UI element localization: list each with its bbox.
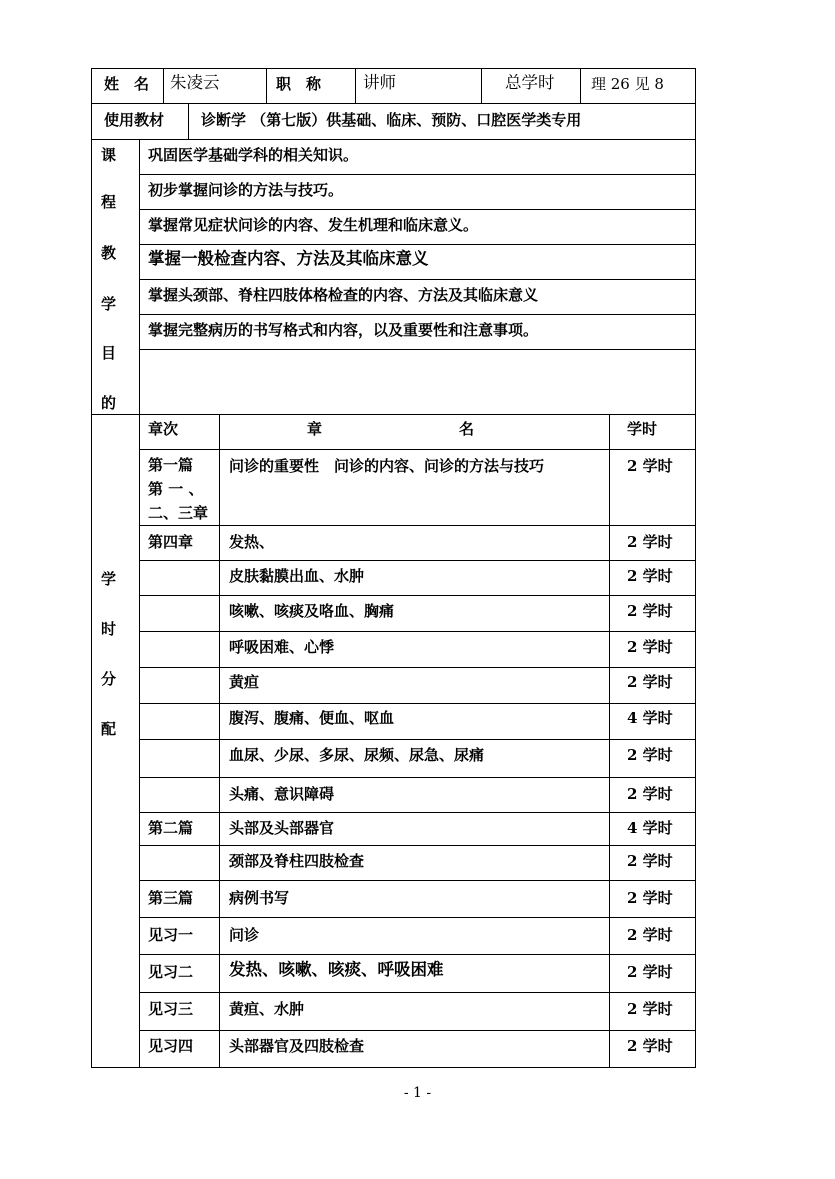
schedule-side-label: 时 — [101, 620, 117, 638]
schedule-chapter: 见习二 — [148, 963, 194, 981]
schedule-chapter: 第四章 — [148, 533, 194, 551]
title-value: 讲师 — [363, 73, 396, 92]
schedule-name: 头部器官及四肢检查 — [229, 1037, 365, 1055]
schedule-name: 颈部及脊柱四肢检查 — [229, 852, 365, 870]
divider — [481, 68, 482, 104]
row-line — [139, 739, 696, 740]
objectives-side-label: 目 — [101, 344, 117, 362]
divider — [609, 415, 610, 1068]
objective-item: 掌握常见症状问诊的内容、发生机理和临床意义。 — [148, 216, 479, 234]
row-line — [139, 992, 696, 993]
col-name-header: 章 — [307, 420, 323, 438]
schedule-chapter: 第一篇 第 一 、二、三章 — [148, 456, 209, 522]
schedule-hours: 2 学时 — [627, 852, 673, 870]
objectives-side-label: 学 — [101, 295, 117, 313]
schedule-chapter: 见习一 — [148, 926, 194, 944]
schedule-name: 问诊的重要性 问诊的内容、问诊的方法与技巧 — [229, 457, 545, 475]
title-label: 职 称 — [276, 75, 322, 93]
page-number: - 1 - — [403, 1085, 432, 1101]
schedule-hours: 2 学时 — [627, 963, 673, 981]
schedule-hours: 2 学时 — [627, 926, 673, 944]
schedule-name: 咳嗽、咳痰及咯血、胸痛 — [229, 602, 395, 620]
row-line — [139, 449, 696, 450]
schedule-side-label: 学 — [101, 570, 117, 588]
schedule-side-label: 配 — [101, 720, 117, 738]
schedule-chapter: 见习三 — [148, 1000, 194, 1018]
schedule-name: 呼吸困难、心悸 — [229, 638, 335, 656]
objective-item: 掌握完整病历的书写格式和内容，以及重要性和注意事项。 — [148, 321, 539, 339]
col-chapter-header: 章次 — [148, 420, 179, 438]
row-line — [139, 880, 696, 881]
col-hours-header: 学时 — [627, 420, 658, 438]
schedule-name: 头部及头部器官 — [229, 819, 335, 837]
name-label: 姓 名 — [104, 75, 150, 93]
schedule-chapter: 见习四 — [148, 1037, 194, 1055]
row-line — [139, 595, 696, 596]
row-line — [139, 777, 696, 778]
objectives-side-label: 教 — [101, 244, 117, 262]
divider — [355, 68, 356, 104]
schedule-hours: 2 学时 — [627, 533, 673, 551]
row-line — [139, 954, 696, 955]
divider — [163, 68, 164, 104]
objective-item: 掌握头颈部、脊柱四肢体格检查的内容、方法及其临床意义 — [148, 286, 539, 304]
objective-item: 初步掌握问诊的方法与技巧。 — [148, 181, 344, 199]
schedule-hours: 2 学时 — [627, 638, 673, 656]
schedule-name: 发热、咳嗽、咳痰、呼吸困难 — [229, 960, 444, 979]
total-hours-value: 理 26 见 8 — [591, 75, 664, 93]
divider — [139, 415, 140, 1068]
row-line — [139, 812, 696, 813]
textbook-label: 使用教材 — [104, 111, 165, 129]
schedule-name: 腹泻、腹痛、便血、呕血 — [229, 709, 395, 727]
divider — [266, 68, 267, 104]
divider — [580, 68, 581, 104]
row-line — [139, 1030, 696, 1031]
schedule-name: 血尿、少尿、多尿、尿频、尿急、尿痛 — [229, 746, 485, 764]
row-line — [139, 845, 696, 846]
schedule-hours: 2 学时 — [627, 457, 673, 475]
schedule-name: 病例书写 — [229, 889, 290, 907]
schedule-name: 头痛、意识障碍 — [229, 785, 335, 803]
row-line — [139, 560, 696, 561]
col-name-header: 名 — [459, 420, 475, 438]
schedule-hours: 2 学时 — [627, 889, 673, 907]
total-hours-label: 总学时 — [505, 73, 555, 92]
schedule-name: 皮肤黏膜出血、水肿 — [229, 567, 365, 585]
schedule-chapter: 第三篇 — [148, 889, 194, 907]
schedule-name: 黄疸、水肿 — [229, 1000, 305, 1018]
schedule-hours: 2 学时 — [627, 1037, 673, 1055]
objectives-side-label: 课 — [101, 146, 117, 164]
schedule-name: 发热、 — [229, 533, 275, 551]
row-line — [139, 917, 696, 918]
schedule-side-label: 分 — [101, 670, 117, 688]
row-line — [139, 525, 696, 526]
row-line — [139, 667, 696, 668]
schedule-chapter: 第二篇 — [148, 819, 194, 837]
schedule-hours: 2 学时 — [627, 602, 673, 620]
schedule-hours: 2 学时 — [627, 567, 673, 585]
schedule-hours: 4 学时 — [627, 819, 673, 837]
row-line — [139, 703, 696, 704]
schedule-hours: 2 学时 — [627, 746, 673, 764]
row-line — [139, 631, 696, 632]
objective-item: 巩固医学基础学科的相关知识。 — [148, 146, 359, 164]
objectives-side-label: 程 — [101, 193, 117, 211]
name-value: 朱凌云 — [170, 73, 220, 92]
textbook-value: 诊断学 （第七版）供基础、临床、预防、口腔医学类专用 — [201, 111, 582, 129]
schedule-name: 黄疸 — [229, 673, 260, 691]
schedule-name: 问诊 — [229, 926, 260, 944]
objective-item: 掌握一般检查内容、方法及其临床意义 — [148, 249, 429, 268]
divider — [219, 415, 220, 1068]
schedule-hours: 2 学时 — [627, 1000, 673, 1018]
schedule-hours: 4 学时 — [627, 709, 673, 727]
objectives-side-label: 的 — [101, 394, 117, 412]
divider — [188, 104, 189, 140]
schedule-hours: 2 学时 — [627, 673, 673, 691]
schedule-hours: 2 学时 — [627, 785, 673, 803]
